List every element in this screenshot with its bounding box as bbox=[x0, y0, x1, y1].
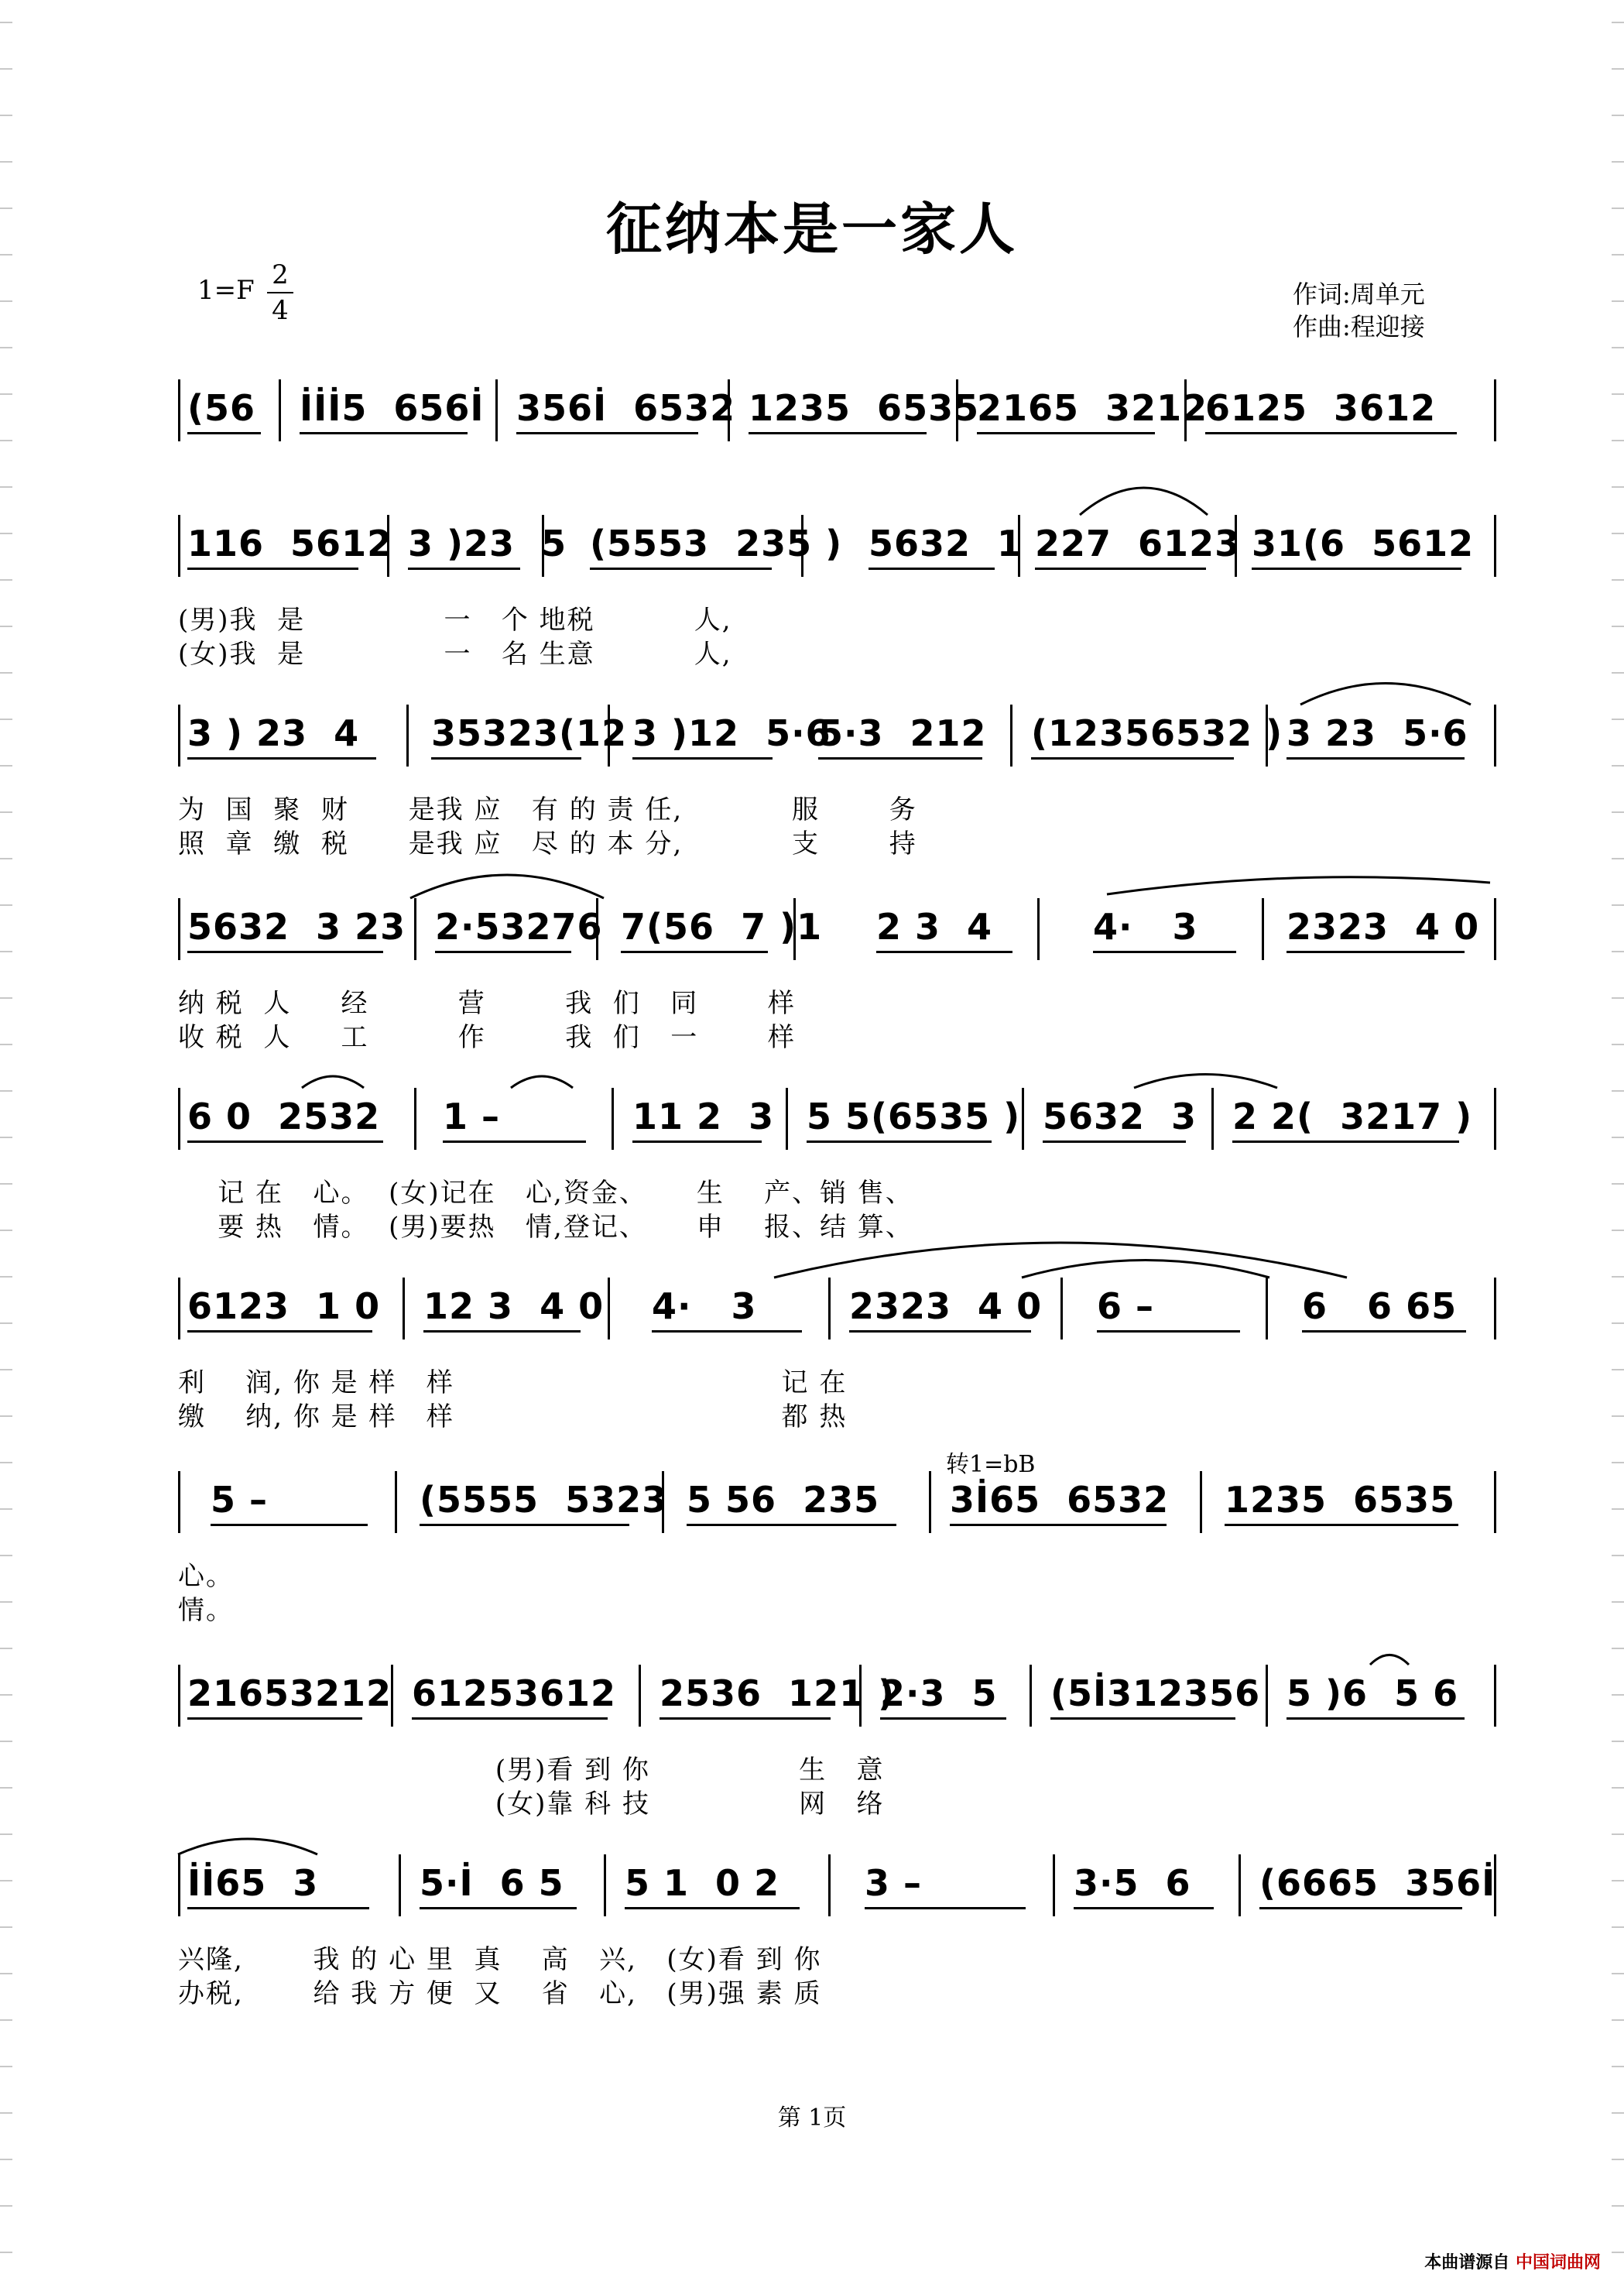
measure-notes: 6123 1 0 bbox=[187, 1285, 381, 1327]
measure-notes: 2·53276 bbox=[435, 906, 603, 948]
measure-notes: 227 6123 bbox=[1035, 523, 1241, 564]
lyrics-verse-2: 缴 纳, 你 是 样 样 都 热 bbox=[178, 1401, 848, 1432]
watermark-text: 本曲谱源自 bbox=[1424, 2253, 1510, 2272]
lyrics-verse-2: 收 税 人 工 作 我 们 一 样 bbox=[178, 1022, 796, 1053]
time-signature-top: 2 bbox=[272, 259, 289, 290]
measure-notes: 2323 4 0 bbox=[849, 1285, 1043, 1327]
measure-notes: 3 – bbox=[865, 1862, 923, 1904]
measure-notes: 1235 6535 bbox=[1225, 1479, 1456, 1521]
measure-notes: 5 1 0 2 bbox=[625, 1862, 780, 1904]
slur-arc bbox=[1022, 1261, 1269, 1278]
measure-notes: İİ65 3 bbox=[187, 1862, 319, 1904]
measure-notes: 116 5612 bbox=[187, 523, 393, 564]
measure-notes: 61253612 bbox=[412, 1672, 617, 1714]
measure-notes: 12 3 4 0 bbox=[423, 1285, 605, 1327]
measure-notes: 5 – bbox=[211, 1479, 269, 1521]
measure-notes: 4· 3 bbox=[652, 1285, 757, 1327]
measure-notes: 2165 3212 bbox=[977, 387, 1208, 429]
measure-notes: (5553 235 ) bbox=[590, 523, 843, 564]
measure-notes: 6 0 2532 bbox=[187, 1096, 381, 1137]
measure-notes: 5632 3 23 bbox=[187, 906, 406, 948]
measure-notes: 5·İ 6 5 bbox=[420, 1862, 564, 1904]
lyrics-verse-2: 要 热 情。 (男)要热 情,登记、 申 报、结 算、 bbox=[178, 1212, 913, 1243]
watermark-site: 中国词曲网 bbox=[1515, 2253, 1601, 2272]
key-signature: 1=F bbox=[197, 275, 255, 306]
measure-notes: 11 2 3 bbox=[632, 1096, 775, 1137]
page-number: 第 1页 bbox=[777, 2104, 847, 2132]
lyrics-verse-1: 记 在 心。 (女)记在 心,资金、 生 产、销 售、 bbox=[178, 1178, 913, 1209]
measure-notes: (5İ312356 bbox=[1050, 1672, 1261, 1714]
lyrics-verse-1: (男)看 到 你 生 意 bbox=[178, 1754, 885, 1785]
lyrics-verse-2: 办税, 给 我 方 便 又 省 心, (男)强 素 质 bbox=[178, 1978, 822, 2009]
measure-notes: 5 5(6535 ) bbox=[807, 1096, 1021, 1137]
measure-notes: (12356532 ) bbox=[1031, 712, 1283, 754]
song-title: 征纳本是一家人 bbox=[605, 197, 1018, 262]
lyrics-verse-2: 情。 bbox=[178, 1595, 234, 1626]
measure-notes: (56 bbox=[187, 387, 256, 429]
lyricist-credit: 作词:周单元 bbox=[1293, 280, 1425, 309]
measure-notes: 21653212 bbox=[187, 1672, 392, 1714]
measure-notes: 6 – bbox=[1097, 1285, 1155, 1327]
measure-notes: 3İ65 6532 bbox=[950, 1479, 1170, 1521]
measure-notes: 3 23 5·6 bbox=[1287, 712, 1468, 754]
measure-notes: 6125 3612 bbox=[1205, 387, 1437, 429]
measure-notes: 3 )23 5 bbox=[408, 523, 567, 564]
slur-arc bbox=[410, 875, 604, 898]
key-change-label: 转1=bB bbox=[946, 1451, 1036, 1478]
measure-notes: 2 2( 3217 ) bbox=[1232, 1096, 1473, 1137]
lyrics-verse-1: 纳 税 人 经 营 我 们 同 样 bbox=[178, 988, 796, 1019]
slur-arc bbox=[1080, 488, 1208, 515]
measure-notes: 31(6 5612 bbox=[1252, 523, 1475, 564]
slur-arc bbox=[1134, 1075, 1277, 1089]
measure-notes: 2323 4 0 bbox=[1287, 906, 1480, 948]
slur-arc bbox=[1300, 684, 1471, 705]
slur-arc bbox=[511, 1076, 573, 1088]
measure-notes: 5632 1 bbox=[869, 523, 1023, 564]
lyrics-verse-1: 利 润, 你 是 样 样 记 在 bbox=[178, 1367, 848, 1398]
slur-arc bbox=[1370, 1655, 1409, 1665]
slur-arc bbox=[178, 1839, 317, 1854]
measure-notes: 2536 121 ) bbox=[660, 1672, 896, 1714]
slur-arc bbox=[774, 1243, 1347, 1278]
measure-notes: (6665 356İ bbox=[1259, 1862, 1496, 1904]
lyrics-verse-1: 兴隆, 我 的 心 里 真 高 兴, (女)看 到 你 bbox=[178, 1944, 822, 1975]
measure-notes: 5632 3 bbox=[1043, 1096, 1197, 1137]
measure-notes: 6 6 65 bbox=[1302, 1285, 1458, 1327]
measure-notes: 5 )6 5 6 bbox=[1287, 1672, 1459, 1714]
slur-arc bbox=[1107, 877, 1490, 894]
lyrics-verse-2: (女)靠 科 技 网 络 bbox=[178, 1789, 885, 1820]
measure-notes: 1235 6535 bbox=[749, 387, 980, 429]
measure-notes: 7(56 7 )1 bbox=[621, 906, 823, 948]
measure-notes: 4· 3 bbox=[1093, 906, 1198, 948]
measure-notes: 2 3 4 bbox=[876, 906, 993, 948]
lyrics-verse-1: 为 国 聚 财 是我 应 有 的 责 任, 服 务 bbox=[178, 794, 917, 825]
measure-notes: 5 56 235 bbox=[687, 1479, 880, 1521]
measure-notes: İİİ5 656İ bbox=[300, 387, 485, 429]
measure-notes: 35323(12 bbox=[431, 712, 628, 754]
measure-notes: 2·3 5 bbox=[880, 1672, 998, 1714]
lyrics-verse-2: 照 章 缴 税 是我 应 尽 的 本 分, 支 持 bbox=[178, 828, 917, 859]
slur-arc bbox=[302, 1076, 364, 1088]
measure-notes: 3 ) 23 4 bbox=[187, 712, 360, 754]
measure-notes: 3·5 6 bbox=[1074, 1862, 1191, 1904]
composer-credit: 作曲:程迎接 bbox=[1293, 312, 1425, 341]
lyrics-verse-2: (女)我 是 一 名 生意 人, bbox=[178, 639, 732, 670]
measure-notes: 3 )12 5·6 bbox=[632, 712, 831, 754]
measure-notes: (5555 5323 bbox=[420, 1479, 668, 1521]
measure-notes: 5·3 212 bbox=[818, 712, 987, 754]
lyrics-verse-1: 心。 bbox=[178, 1561, 234, 1592]
measure-notes: 356İ 6532 bbox=[516, 387, 736, 429]
time-signature-bottom: 4 bbox=[272, 295, 289, 326]
measure-notes: 1 – bbox=[443, 1096, 501, 1137]
lyrics-verse-1: (男)我 是 一 个 地税 人, bbox=[178, 605, 732, 636]
